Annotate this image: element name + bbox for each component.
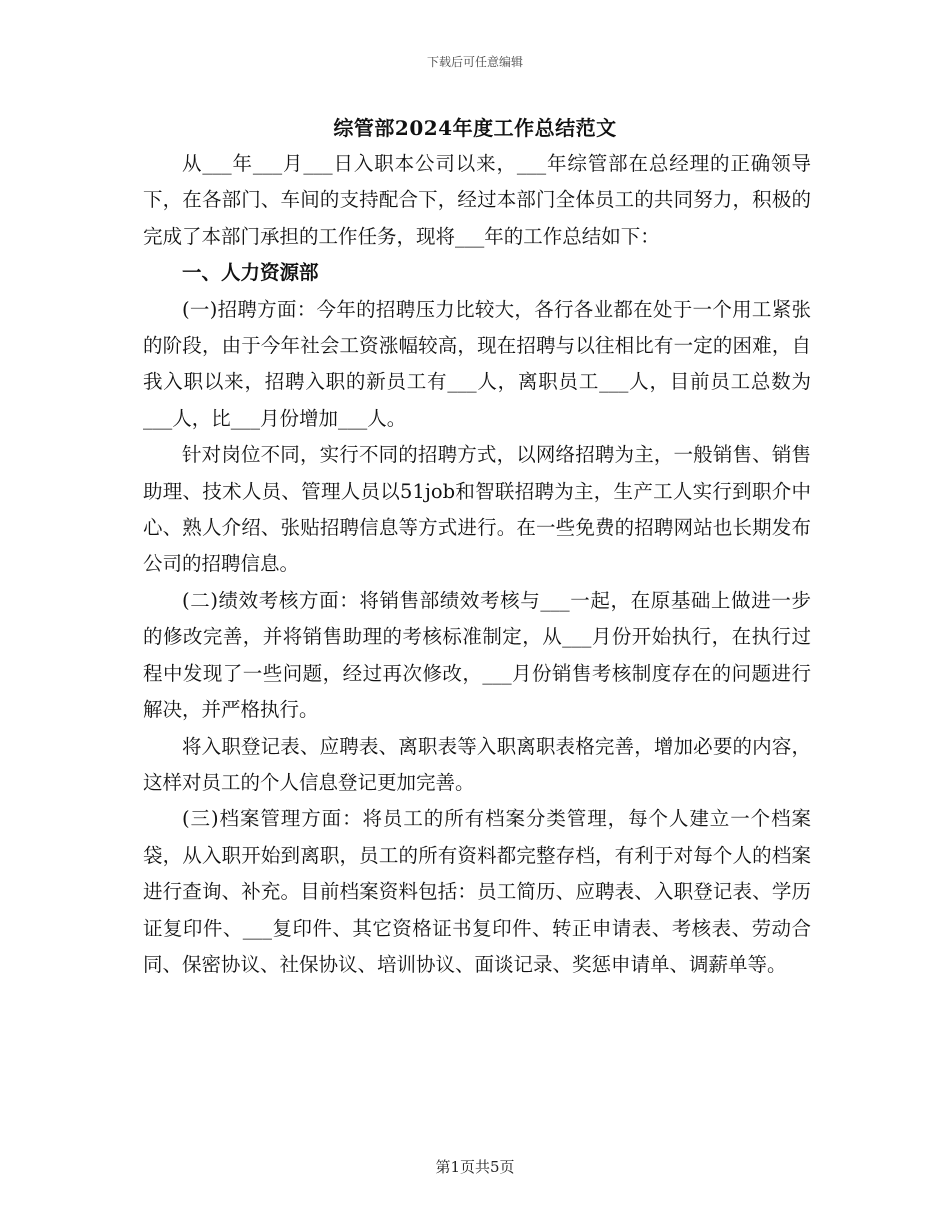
download-note: 下载后可任意编辑 xyxy=(426,55,523,69)
page-number: 第1页共5页 xyxy=(435,1158,515,1176)
paragraph-recruitment: (一)招聘方面：今年的招聘压力比较大，各行各业都在处于一个用工紧张的阶段，由于今年社会工资涨幅较高，现在招聘与以往相比有一定的困难，自我入职以来，招聘入职的新员工有___人，离职员工___人，目前员工总数为___人，比___月份增加___人。 xyxy=(143,297,811,430)
paragraph-forms: 将入职登记表、应聘表、离职表等入职离职表格完善，增加必要的内容，这样对员工的个人信息登记更加完善。 xyxy=(143,734,811,794)
paragraph-recruitment-methods: 针对岗位不同，实行不同的招聘方式，以网络招聘为主，一般销售、销售助理、技术人员、管理人员以51job和智联招聘为主，生产工人实行到职介中心、熟人介绍、张贴招聘信息等方式进行。在一些免费的招聘网站也长期发布公司的招聘信息。 xyxy=(143,443,811,576)
paragraph-performance: (二)绩效考核方面：将销售部绩效考核与___一起，在原基础上做进一步的修改完善，并将销售助理的考核标准制定，从___月份开始执行，在执行过程中发现了一些问题，经过再次修改，___月份销售考核制度存在的问题进行解决，并严格执行。 xyxy=(143,588,811,722)
document-title: 综管部2024年度工作总结范文 xyxy=(333,116,617,140)
document-body xyxy=(143,146,811,983)
section-heading-hr: 一、人力资源部 xyxy=(182,261,319,285)
intro-paragraph: 从___年___月___日入职本公司以来，___年综管部在总经理的正确领导下，在各部门、车间的支持配合下，经过本部门全体员工的共同努力，积极的完成了本部门承担的工作任务，现将___年的工作总结如下： xyxy=(143,152,811,248)
paragraph-archives: (三)档案管理方面：将员工的所有档案分类管理，每个人建立一个档案袋，从入职开始到离职，员工的所有资料都完整存档，有利于对每个人的档案进行查询、补充。目前档案资料包括：员工简历、应聘表、入职登记表、学历证复印件、___复印件、其它资格证书复印件、转正申请表、考核表、劳动合同、保密协议、社保协议、培训协议、面谈记录、奖惩申请单、调薪单等。 xyxy=(143,807,811,976)
